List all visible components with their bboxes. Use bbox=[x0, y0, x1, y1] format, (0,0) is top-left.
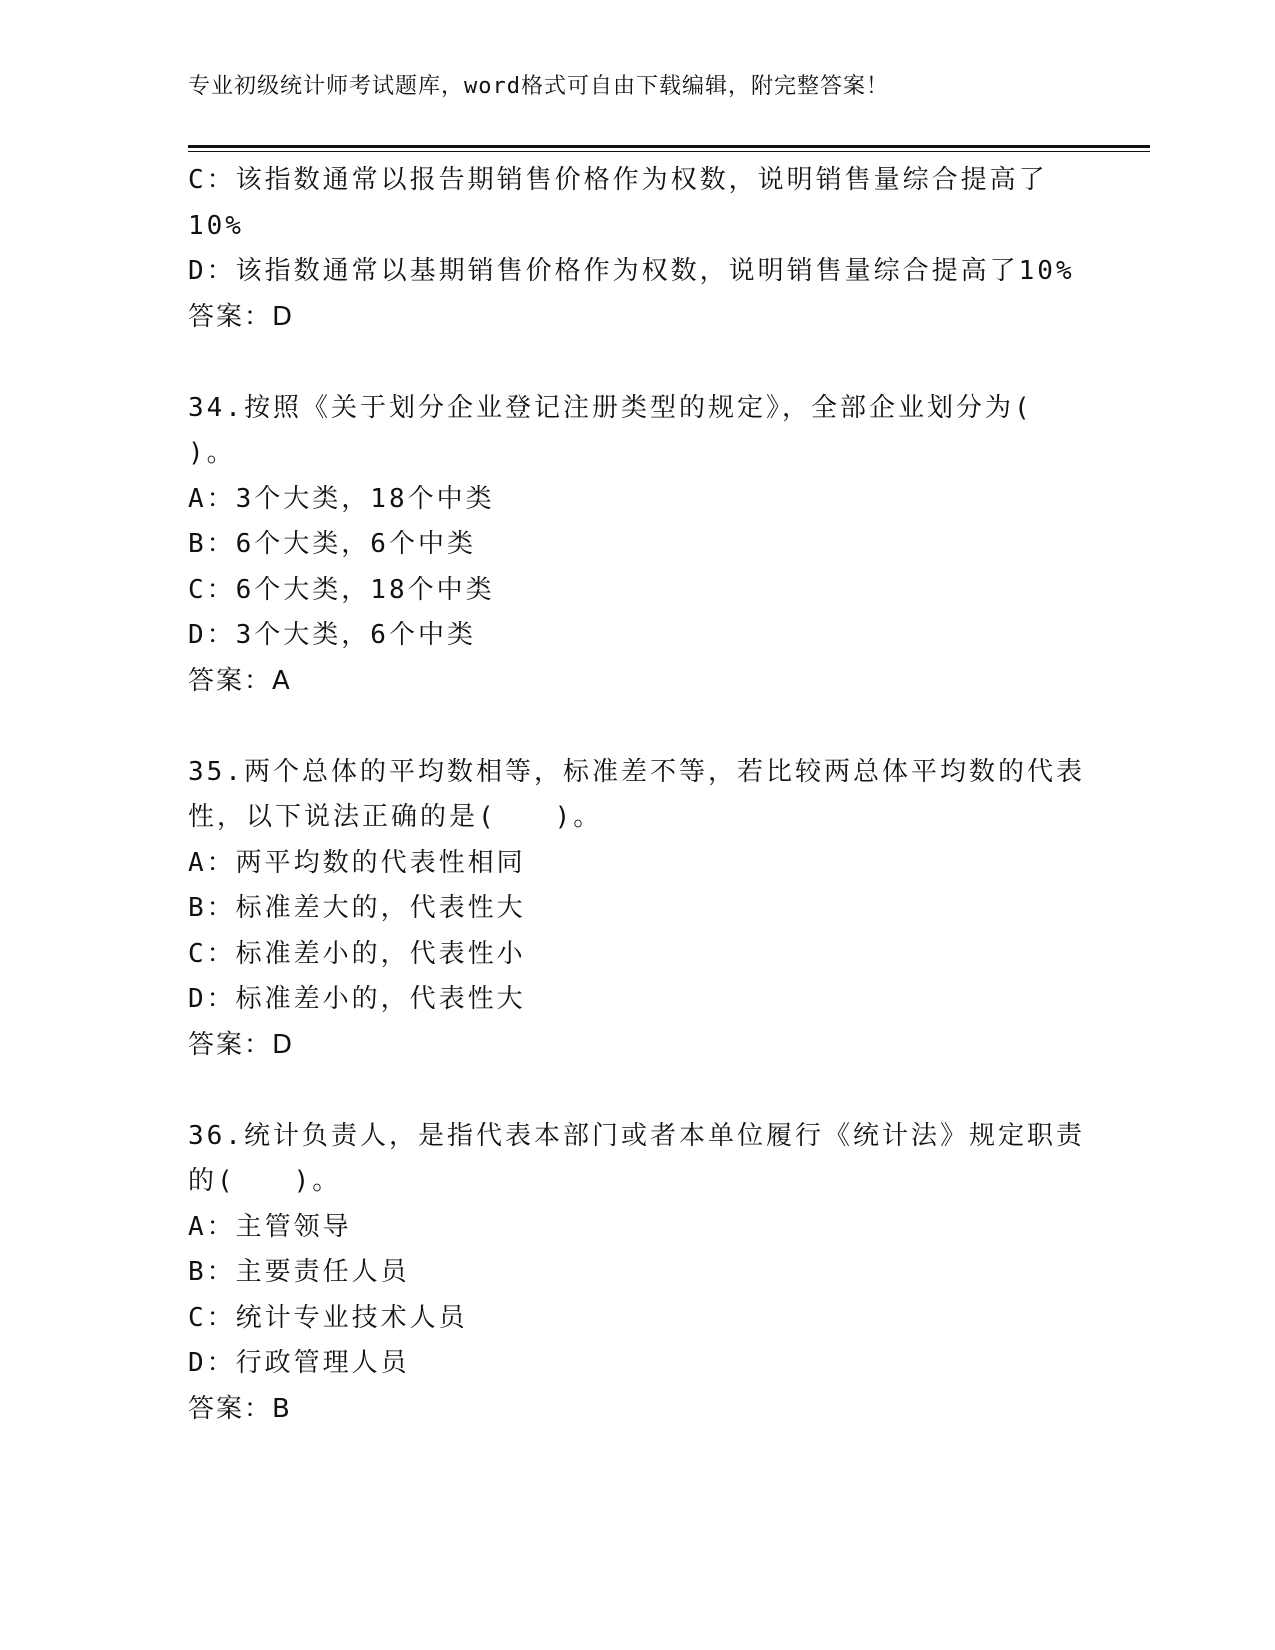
q36-stem-continued: 的( )。 bbox=[188, 1166, 342, 1196]
q36-option-d: D：行政管理人员 bbox=[188, 1348, 410, 1378]
question-36 bbox=[188, 1114, 1088, 1433]
q34-stem: 34.按照《关于划分企业登记注册类型的规定》，全部企业划分为( bbox=[188, 392, 1033, 423]
q35-option-b: B：标准差大的，代表性大 bbox=[188, 893, 526, 923]
q36-option-a: A：主管领导 bbox=[188, 1211, 352, 1242]
q34-option-d: D：3个大类，6个中类 bbox=[188, 620, 476, 650]
q36-option-b: B：主要责任人员 bbox=[188, 1257, 410, 1287]
q36-stem: 36.统计负责人，是指代表本部门或者本单位履行《统计法》规定职责 bbox=[188, 1120, 1085, 1151]
q35-option-a: A：两平均数的代表性相同 bbox=[188, 847, 526, 878]
spacer bbox=[188, 704, 1088, 750]
q34-option-c: C：6个大类，18个中类 bbox=[188, 574, 495, 605]
spacer bbox=[188, 340, 1088, 386]
page-header: 专业初级统计师考试题库，word格式可自由下载编辑，附完整答案！ bbox=[188, 74, 889, 99]
question-34 bbox=[188, 386, 1088, 705]
q33-option-c-continued: 10% bbox=[188, 210, 244, 241]
q34-stem-continued: )。 bbox=[188, 438, 236, 468]
q35-answer: 答案：D bbox=[188, 1029, 295, 1060]
q36-option-c: C：统计专业技术人员 bbox=[188, 1302, 468, 1333]
q35-stem: 35.两个总体的平均数相等，标准差不等，若比较两总体平均数的代表 bbox=[188, 756, 1085, 787]
header-rule-thick bbox=[188, 145, 1150, 148]
q35-stem-continued: 性，以下说法正确的是( )。 bbox=[188, 802, 603, 832]
q36-answer: 答案：B bbox=[188, 1393, 292, 1424]
q35-option-d: D：标准差小的，代表性大 bbox=[188, 984, 526, 1014]
q34-option-b: B：6个大类，6个中类 bbox=[188, 529, 476, 559]
q33-answer: 答案：D bbox=[188, 301, 295, 332]
q33-option-c: C：该指数通常以报告期销售价格作为权数，说明销售量综合提高了 bbox=[188, 165, 1048, 195]
q34-option-a: A：3个大类，18个中类 bbox=[188, 483, 495, 514]
q35-option-c: C：标准差小的，代表性小 bbox=[188, 938, 526, 969]
spacer bbox=[188, 1068, 1088, 1114]
header-rule-thin bbox=[188, 151, 1150, 152]
question-content bbox=[188, 158, 1088, 1432]
question-33 bbox=[188, 158, 1088, 340]
question-35 bbox=[188, 750, 1088, 1069]
q34-answer: 答案：A bbox=[188, 665, 292, 696]
q33-option-d: D：该指数通常以基期销售价格作为权数，说明销售量综合提高了10% bbox=[188, 256, 1075, 286]
